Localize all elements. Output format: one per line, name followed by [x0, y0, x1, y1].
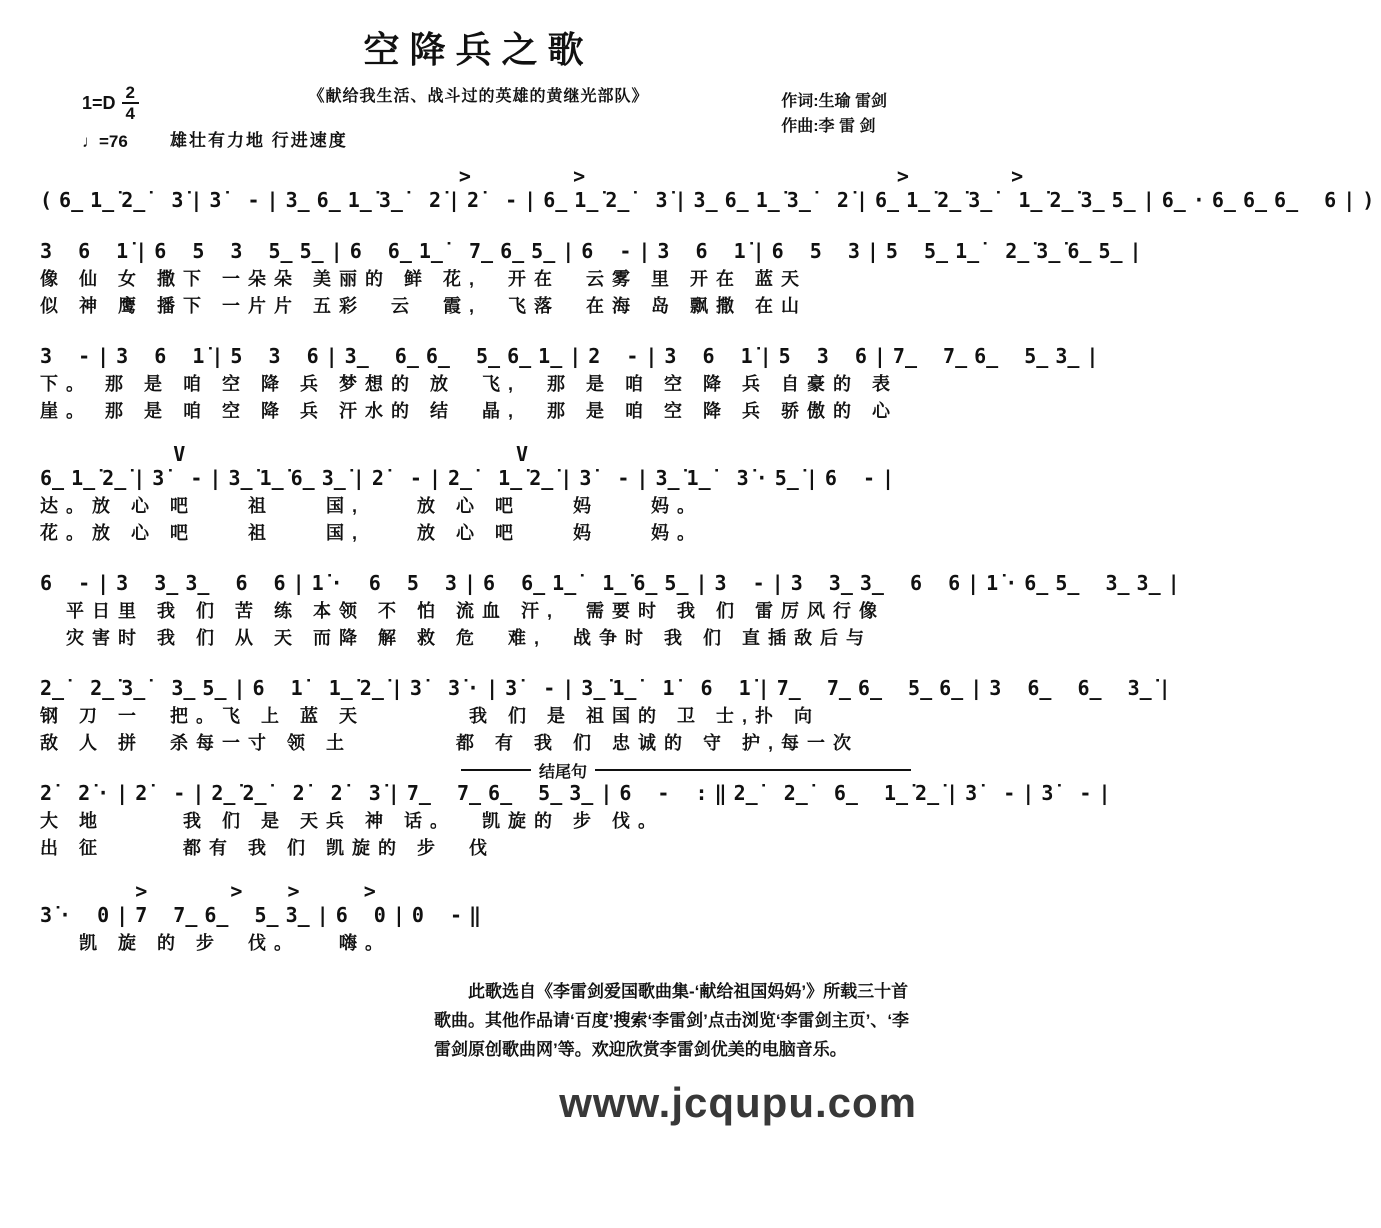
- notation-system: [40, 763, 1118, 862]
- key-signature: 1=D: [82, 92, 116, 113]
- coda-label-text: 结尾句: [538, 763, 587, 781]
- lyrics-row: 达。放 心 吧 祖 国, 放 心 吧 妈 妈。: [40, 496, 704, 516]
- jianpu-notes-row: 3 -|3 6 1̇|5 3 6|3̲ 6̲6̲ 5̲6̲1̲|2 -|3 6 1̇|5 3 6|7̲ 7̲6̲ 5̲3̲|: [40, 344, 1106, 368]
- coda-section-label: [461, 762, 911, 781]
- accent-row: > > > >: [40, 164, 1031, 188]
- key-signature-block: [82, 84, 139, 152]
- coda-line-right: [595, 769, 911, 771]
- expression-marking: 雄壮有力地 行进速度: [170, 131, 348, 150]
- lyricist-credit: 作词:生瑜 雷剑: [781, 93, 887, 110]
- lyrics-row: 灾害时 我 们 从 天 而降 解 救 危 难, 战争时 我 们 直插敌后与: [40, 628, 873, 648]
- notation-system: [40, 673, 1178, 757]
- footer: [40, 978, 917, 1138]
- promo-text: 此歌选自《李雷剑爱国歌曲集-‘献给祖国妈妈’》所载三十首歌曲。其他作品请‘百度’搜索‘李雷剑’点击浏览‘李雷剑主页’、‘李雷剑原创歌曲网’等。欢迎欣赏李雷剑优美的电脑音乐。: [434, 982, 910, 1059]
- song-title: 空降兵之歌: [363, 30, 594, 70]
- jianpu-notes-row: 3̇· 0|7 7̲6̲ 5̲3̲|6 0|0 -‖: [40, 903, 489, 927]
- notation-system: [40, 568, 1187, 652]
- lyrics-row: 花。放 心 吧 祖 国, 放 心 吧 妈 妈。: [40, 523, 704, 543]
- lyrics-row: 下。 那 是 咱 空 降 兵 梦想的 放 飞, 那 是 咱 空 降 兵 自豪的 表: [40, 374, 899, 394]
- composer-credit: 作曲:李 雷 剑: [781, 117, 876, 135]
- jianpu-notes-row: 2̇ 2̇·|2̇ -|2̲̇2̲̇ 2̇ 2̇ 3̇|7̲ 7̲6̲ 5̲3̲|6 - :‖2̲̇ 2̲̇ 6̲ 1̲̇2̲̇|3̇ -|3̇ -|: [40, 781, 1118, 805]
- jianpu-notes-row: 6̲1̲̇2̲̇|3̇ -|3̲̇1̲̇6̲3̲̇|2̇ -|2̲̇ 1̲̇2̲̇|3̇ -|3̲̇1̲̇ 3̇·5̲̇|6 -|: [40, 466, 902, 490]
- jianpu-notes-row: (6̲1̲̇2̲̇ 3̇|3̇ -|3̲6̲1̲̇3̲̇ 2̇|2̇ -|6̲1̲̇2̲̇ 3̇|3̲6̲1̲̇3̲̇ 2̇|6̲1̲̇2̲̇3̲̇ 1̲̇2̲̇3̲5̲|6̲·6̲6̲6̲ 6|): [40, 188, 1381, 212]
- song-dedication-subtitle: 《献给我生活、战斗过的英雄的黄继光部队》: [308, 88, 649, 105]
- lyrics-row: 大 地 我 们 是 天兵 神 话。 凯旋的 步 伐。: [40, 811, 665, 831]
- notation-system: [40, 341, 1106, 425]
- credits: [781, 90, 887, 140]
- lyrics-row: 似 神 鹰 播下 一片片 五彩 云 霞, 飞落 在海 岛 飘撒 在山: [40, 296, 808, 316]
- header: [40, 22, 917, 162]
- website-watermark: www.jcqupu.com: [559, 1078, 917, 1126]
- lyrics-row: 钢 刀 一 把。飞 上 蓝 天 我 们 是 祖国的 卫 士,扑 向: [40, 706, 821, 726]
- notation-system: [40, 164, 1381, 215]
- lyrics-row: 凯 旋 的 步 伐。 嗨。: [40, 933, 392, 953]
- time-signature-numerator: 2: [122, 84, 139, 104]
- notation-system: [40, 879, 917, 957]
- lyrics-row: 崖。 那 是 咱 空 降 兵 汗水的 结 晶, 那 是 咱 空 降 兵 骄傲的 心: [40, 401, 899, 421]
- jianpu-notes-row: 6 -|3 3̲3̲ 6 6|1̇· 6 5 3|6 6̲1̲̇ 1̲̇6̲5̲|3 -|3 3̲3̲ 6 6|1̇·6̲5̲ 3̲3̲|: [40, 571, 1187, 595]
- jianpu-notes-row: 3 6 1̇|6 5 3 5̲5̲|6 6̲1̲̇ 7̲6̲5̲|6 -|3 6 1̇|6 5 3|5 5̲1̲̇ 2̲̇3̲̇6̲5̲|: [40, 239, 1149, 263]
- accent-row: > > > >: [40, 879, 383, 903]
- accent-row: V V: [40, 442, 536, 466]
- score: [40, 164, 1381, 957]
- lyrics-row: 出 征 都有 我 们 凯旋的 步 伐: [40, 838, 496, 858]
- time-signature-denominator: 4: [125, 104, 135, 123]
- promo-note: [434, 978, 917, 1138]
- lyrics-row: 平日里 我 们 苦 练 本领 不 怕 流血 汗, 需要时 我 们 雷厉风行像: [40, 601, 886, 621]
- lyrics-row: 像 仙 女 撒下 一朵朵 美丽的 鲜 花, 开在 云雾 里 开在 蓝天: [40, 269, 808, 289]
- tempo-marking: [82, 132, 139, 152]
- coda-line-left: [461, 769, 531, 771]
- tempo-value: =76: [99, 132, 128, 151]
- time-signature: [122, 84, 139, 122]
- jianpu-notes-row: 2̲̇ 2̲̇3̲̇ 3̲5̲|6 1̇ 1̲̇2̲̇|3̇ 3̇·|3̇ -|3̲̇1̲̇ 1̇ 6 1̇|7̲ 7̲6̲ 5̲6̲|3 6̲ 6̲ 3̲̇|: [40, 676, 1178, 700]
- lyrics-row: 敌 人 拼 杀每一寸 领 土 都 有 我 们 忠诚的 守 护,每一次: [40, 733, 860, 753]
- contact-info: [44, 978, 434, 1138]
- notation-system: [40, 442, 917, 547]
- notation-system: [40, 236, 1149, 320]
- quarter-note-icon: ♩: [82, 132, 99, 151]
